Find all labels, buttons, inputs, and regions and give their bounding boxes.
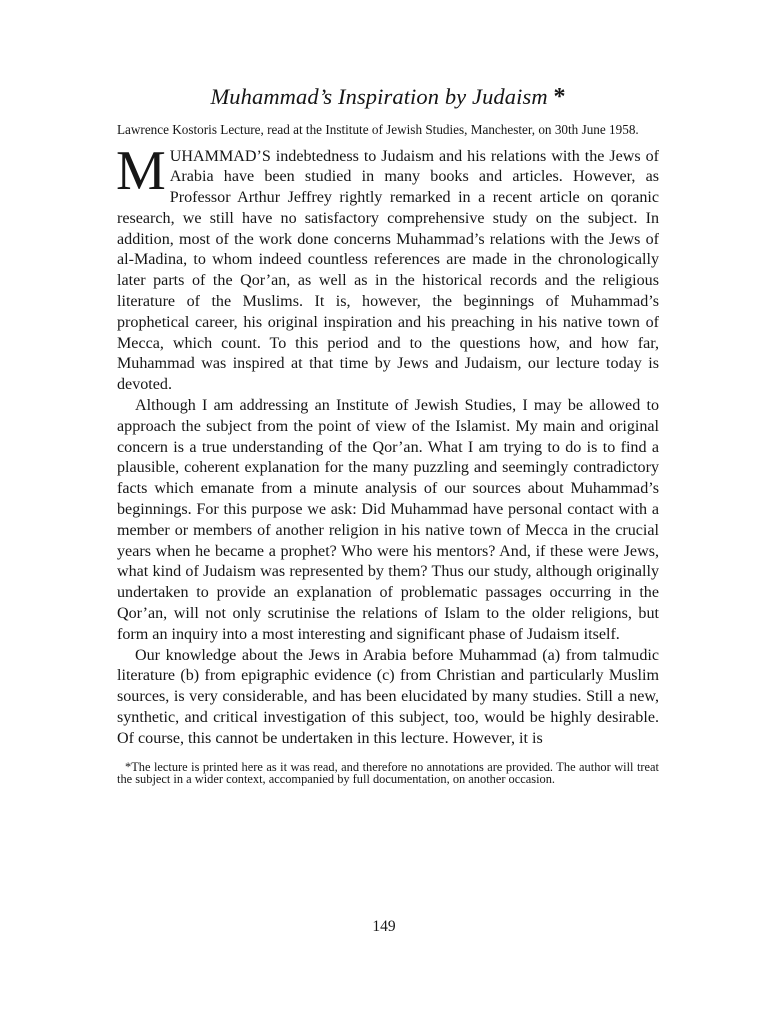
paragraph-3: Our knowledge about the Jews in Arabia before Muhammad (a) from talmudic literature (b) from epigraphic evidence (c) from Christian and particularly Muslim sources, is very considerable, and has been elucidated by many studies. Still a new, synthetic, and critical investigation of this subject, too, would be highly desirable. Of course, this cannot be undertaken in this lecture. However, it is: [117, 646, 659, 747]
paragraph-2: Although I am addressing an Institute of Jewish Studies, I may be allowed to approach the subject from the point of view of the Islamist. My main and original concern is a true understanding of the Qor’an. What I am trying to do is to find a plausible, coherent explanation for the many puzzling and seemingly contradictory facts which emanate from a minute analysis of our sources about Muhammad’s beginnings. For this purpose we ask: Did Muhammad have personal contact with a member or members of another religion in his native town of Mecca in the crucial years when he became a prophet? Who were his mentors? And, if these were Jews, what kind of Judaism was represented by them? Thus our study, although originally undertaken to provide an explanation of problematic passages occurring in the Qor’an, will not only scrutinise the relations of Islam to the older religions, but form an inquiry into a most interesting and significant phase of Judaism itself.: [117, 397, 659, 643]
title-footnote-mark: *: [553, 84, 566, 110]
paragraph-1: [116, 139, 659, 397]
lecture-subtitle: Lawrence Kostoris Lecture, read at the Institute of Jewish Studies, Manchester, on 30th June 1958.: [117, 122, 639, 137]
title-text: Muhammad’s Inspiration by Judaism: [210, 84, 548, 109]
article-page: [117, 84, 659, 786]
drop-cap: M: [116, 139, 166, 202]
paragraph-1-text: UHAMMAD’S indebtedness to Judaism and his relations with the Jews of Arabia have been studied in many books and articles. However, as Professor Arthur Jeffrey rightly remarked in a recent article on qoranic research, we still have no satisfactory comprehensive study on the subject. In addition, most of the work done concerns Muhammad’s relations with the Jews of al-Madina, to whom indeed countless references are made in the chronologically later parts of the Qor’an, as well as in the historical records and the religious literature of the Muslims. It is, however, the beginnings of Muhammad’s prophetical career, his original inspiration and his preaching in his native town of Mecca, which count. To this period and to the questions how, and how far, Muhammad was inspired at that time by Jews and Judaism, our lecture today is devoted.: [117, 147, 659, 394]
article-body: [116, 139, 659, 750]
page-number: 149: [372, 918, 396, 935]
footnote: *The lecture is printed here as it was read, and therefore no annotations are provided. The author will treat the subject in a wider context, accompanied by full documentation, on another occasion.: [117, 759, 659, 787]
article-title: [117, 84, 659, 111]
